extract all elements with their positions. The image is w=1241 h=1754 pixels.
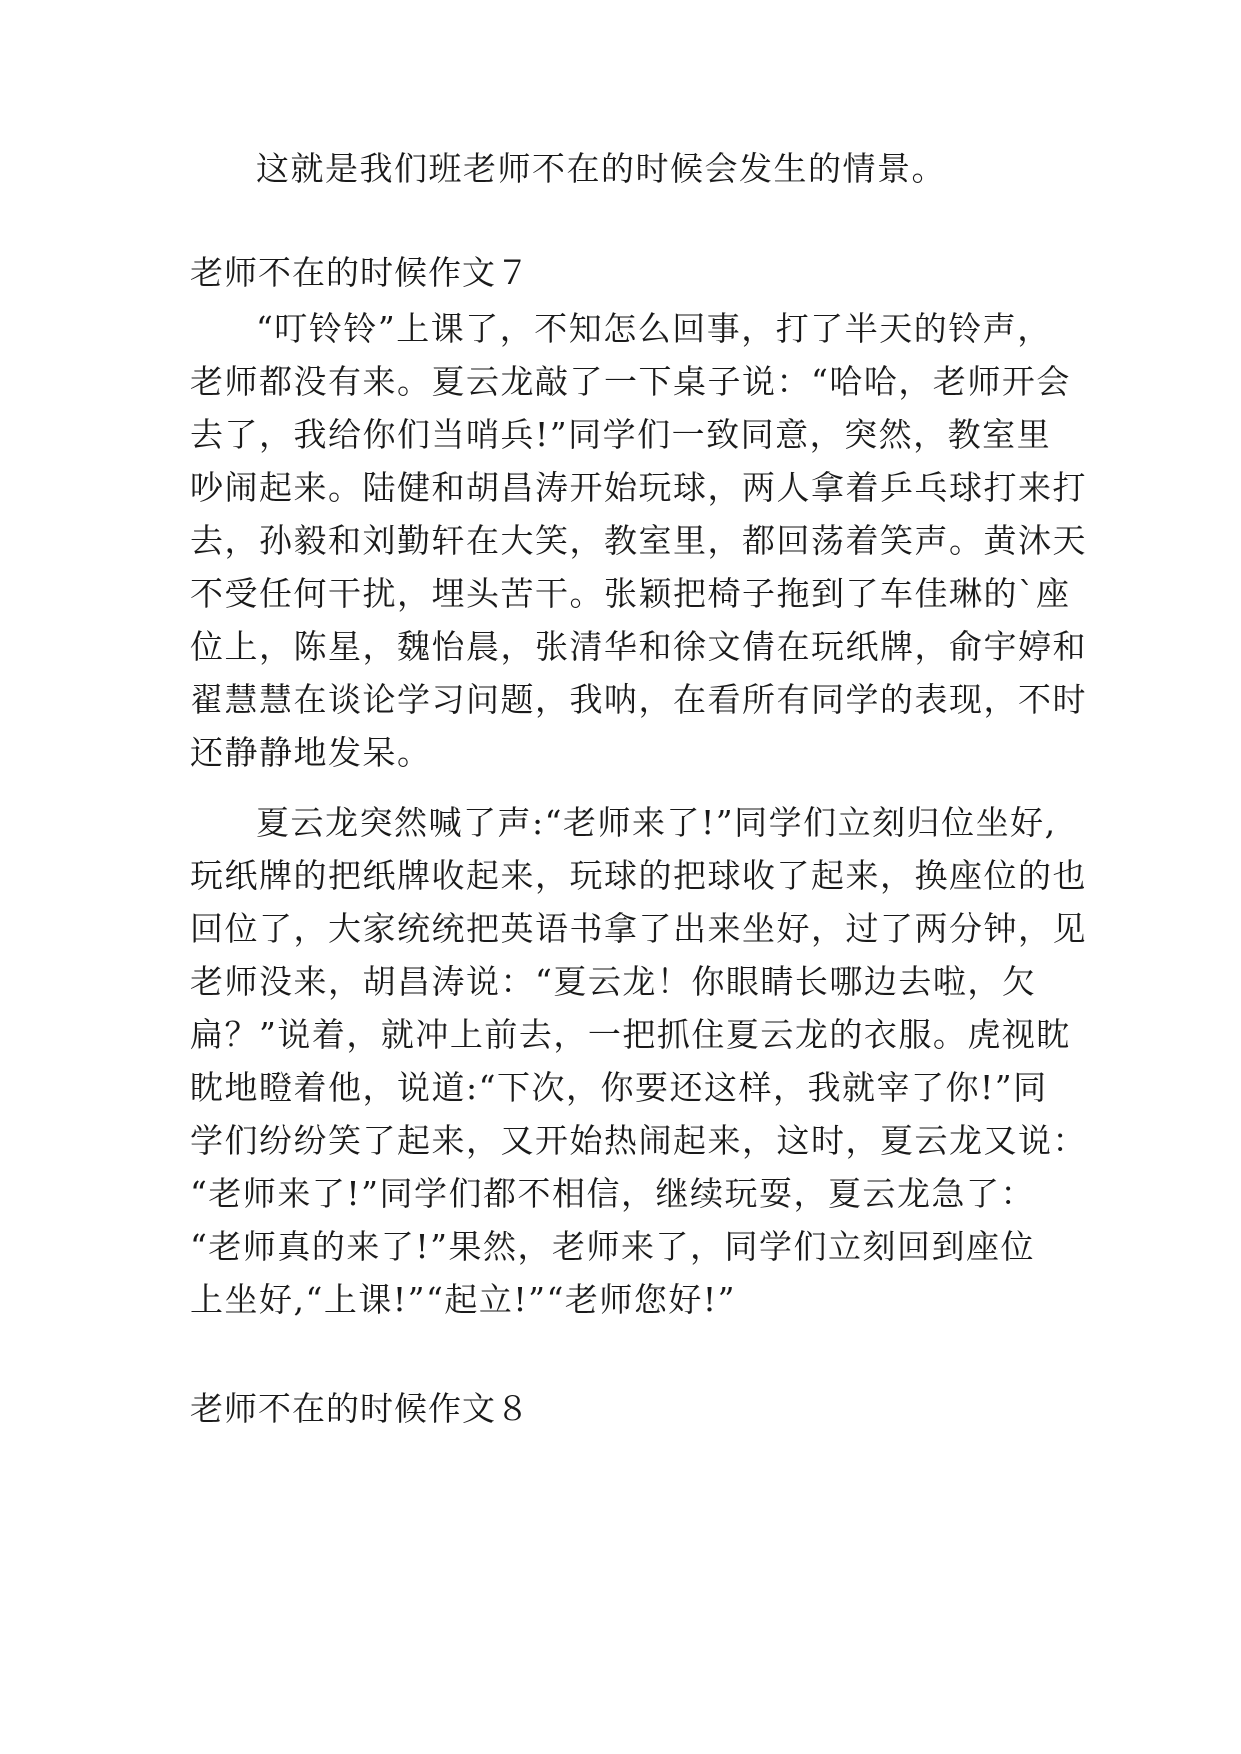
paragraph-2-line: 玩纸牌的把纸牌收起来，玩球的把球收了起来，换座位的也 xyxy=(190,856,1087,895)
paragraph-1-line: 吵闹起来。陆健和胡昌涛开始玩球，两人拿着乒乓球打来打 xyxy=(190,468,1087,507)
paragraph-2-line: 老师没来，胡昌涛说：“夏云龙！你眼睛长哪边去啦，欠 xyxy=(190,962,1037,1001)
paragraph-1-line: 去了，我给你们当哨兵!”同学们一致同意，突然，教室里 xyxy=(190,415,1052,454)
paragraph-1-line: 位上，陈星，魏怡晨，张清华和徐文倩在玩纸牌，俞宇婷和 xyxy=(190,627,1087,666)
paragraph-2-line: “老师真的来了!”果然，老师来了，同学们立刻回到座位 xyxy=(190,1227,1036,1266)
paragraph-2-line: 夏云龙突然喊了声:“老师来了!”同学们立刻归位坐好, xyxy=(256,803,1057,842)
paragraph-2-line: 扁？”说着，就冲上前去，一把抓住夏云龙的衣服。虎视眈 xyxy=(190,1015,1071,1054)
intro-line: 这就是我们班老师不在的时候会发生的情景。 xyxy=(256,149,946,188)
paragraph-1-line: 不受任何干扰，埋头苦干。张颖把椅子拖到了车佳琳的`座 xyxy=(190,574,1071,613)
paragraph-2-line: 回位了，大家统统把英语书拿了出来坐好，过了两分钟，见 xyxy=(190,909,1087,948)
paragraph-1-line: “叮铃铃”上课了，不知怎么回事，打了半天的铃声， xyxy=(256,309,1052,348)
section-8-heading: 老师不在的时候作文８ xyxy=(190,1389,530,1428)
paragraph-2-line: “老师来了!”同学们都不相信，继续玩耍，夏云龙急了： xyxy=(190,1174,1036,1213)
paragraph-1-line: 老师都没有来。夏云龙敲了一下桌子说：“哈哈，老师开会 xyxy=(190,362,1071,401)
section-7-heading: 老师不在的时候作文７ xyxy=(190,253,530,292)
paragraph-1-line: 去，孙毅和刘勤轩在大笑，教室里，都回荡着笑声。黄沐天 xyxy=(190,521,1087,560)
paragraph-2-line: 学们纷纷笑了起来，又开始热闹起来，这时，夏云龙又说： xyxy=(190,1121,1087,1160)
paragraph-2-line: 眈地瞪着他，说道:“下次，你要还这样，我就宰了你!”同 xyxy=(190,1068,1048,1107)
paragraph-1-line: 还静静地发呆。 xyxy=(190,733,432,772)
paragraph-2-line: 上坐好,“上课!”“起立!”“老师您好!” xyxy=(190,1280,736,1319)
paragraph-1-line: 翟慧慧在谈论学习问题，我呐，在看所有同学的表现，不时 xyxy=(190,680,1087,719)
